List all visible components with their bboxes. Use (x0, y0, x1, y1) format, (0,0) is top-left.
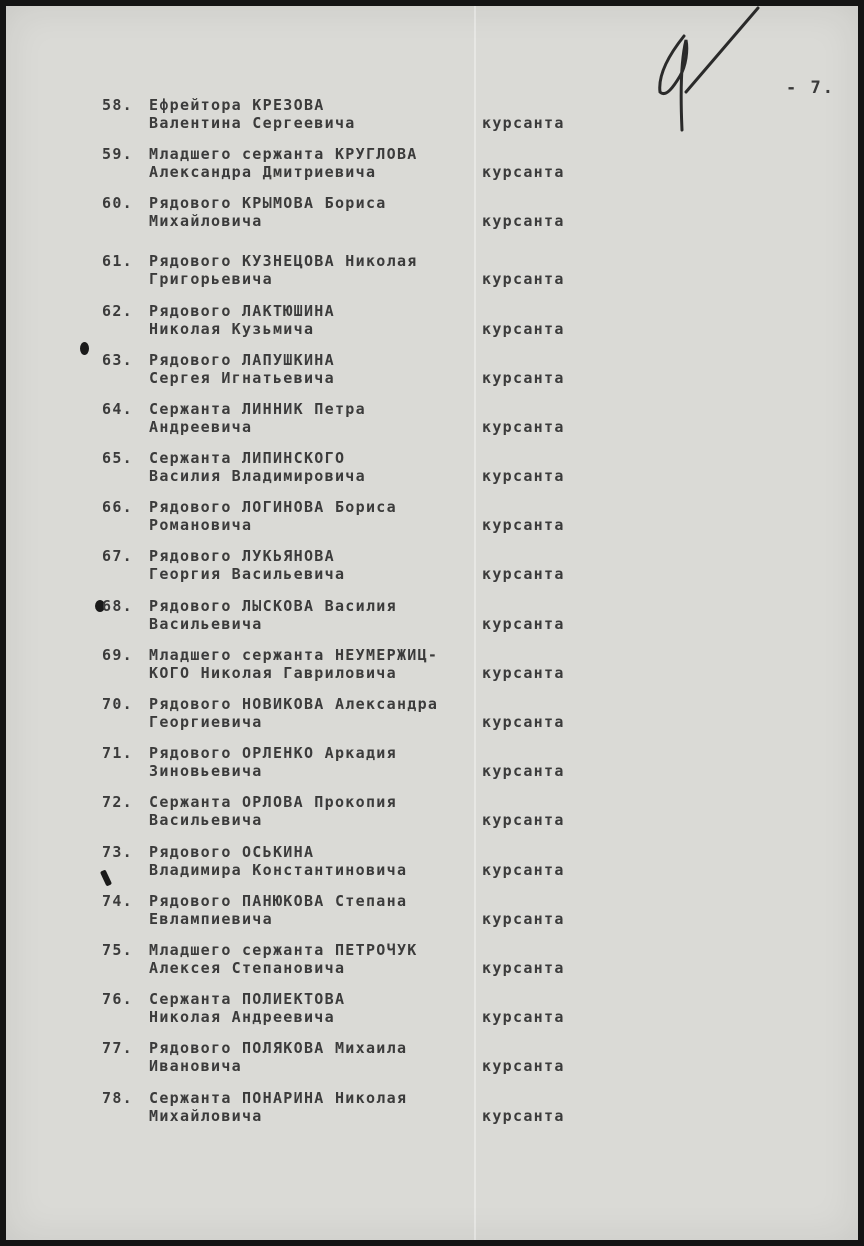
list-entry (6, 646, 858, 690)
entry-number: 73. (102, 843, 133, 861)
entry-rank-surname: Рядового ОРЛЕНКО Аркадия (149, 744, 397, 762)
entry-given-names: Валентина Сергеевича (149, 114, 356, 132)
entry-rank-surname: Рядового ЛАПУШКИНА (149, 351, 335, 369)
entry-role: курсанта (482, 467, 565, 485)
entry-number: 59. (102, 145, 133, 163)
document-page (6, 6, 858, 1240)
list-entry (6, 1039, 858, 1083)
entry-role: курсанта (482, 910, 565, 928)
entry-given-names: Васильевича (149, 811, 263, 829)
entry-rank-surname: Сержанта ОРЛОВА Прокопия (149, 793, 397, 811)
entry-number: 72. (102, 793, 133, 811)
list-entry (6, 449, 858, 493)
entry-given-names: Николая Андреевича (149, 1008, 335, 1026)
entry-given-names: КОГО Николая Гавриловича (149, 664, 397, 682)
entry-role: курсанта (482, 713, 565, 731)
list-entry (6, 351, 858, 395)
entry-given-names: Григорьевича (149, 270, 273, 288)
list-entry (6, 892, 858, 936)
entry-rank-surname: Рядового ЛАКТЮШИНА (149, 302, 335, 320)
entry-given-names: Романовича (149, 516, 253, 534)
entry-rank-surname: Рядового ЛУКЬЯНОВА (149, 547, 335, 565)
list-entry (6, 1089, 858, 1133)
entry-rank-surname: Рядового КУЗНЕЦОВА Николая (149, 252, 418, 270)
entry-number: 58. (102, 96, 133, 114)
entry-given-names: Евлампиевича (149, 910, 273, 928)
entry-role: курсанта (482, 212, 565, 230)
entry-role: курсанта (482, 959, 565, 977)
entry-rank-surname: Рядового ОСЬКИНА (149, 843, 315, 861)
entry-rank-surname: Сержанта ПОНАРИНА Николая (149, 1089, 408, 1107)
entry-role: курсанта (482, 811, 565, 829)
entry-role: курсанта (482, 114, 565, 132)
list-entry (6, 843, 858, 887)
entry-number: 75. (102, 941, 133, 959)
entry-rank-surname: Рядового НОВИКОВА Александра (149, 695, 439, 713)
entry-number: 76. (102, 990, 133, 1008)
entry-given-names: Ивановича (149, 1057, 242, 1075)
entry-number: 60. (102, 194, 133, 212)
entry-rank-surname: Рядового ПОЛЯКОВА Михаила (149, 1039, 408, 1057)
entry-role: курсанта (482, 418, 565, 436)
entry-rank-surname: Младшего сержанта ПЕТРОЧУК (149, 941, 418, 959)
entry-role: курсанта (482, 1008, 565, 1026)
entry-rank-surname: Младшего сержанта КРУГЛОВА (149, 145, 418, 163)
entry-given-names: Георгиевича (149, 713, 263, 731)
entry-rank-surname: Сержанта ЛИННИК Петра (149, 400, 366, 418)
entry-number: 74. (102, 892, 133, 910)
entry-rank-surname: Сержанта ПОЛИЕКТОВА (149, 990, 346, 1008)
list-entry (6, 941, 858, 985)
entry-number: 66. (102, 498, 133, 516)
entry-number: 69. (102, 646, 133, 664)
list-entry (6, 400, 858, 444)
entry-number: 77. (102, 1039, 133, 1057)
entry-given-names: Александра Дмитриевича (149, 163, 377, 181)
entry-number: 63. (102, 351, 133, 369)
entry-given-names: Васильевича (149, 615, 263, 633)
entry-rank-surname: Рядового ЛОГИНОВА Бориса (149, 498, 397, 516)
entry-given-names: Зиновьевича (149, 762, 263, 780)
entry-rank-surname: Младшего сержанта НЕУМЕРЖИЦ- (149, 646, 439, 664)
entry-role: курсанта (482, 320, 565, 338)
entry-number: 70. (102, 695, 133, 713)
entry-number: 62. (102, 302, 133, 320)
list-entry (6, 597, 858, 641)
entry-given-names: Михайловича (149, 1107, 263, 1125)
entry-given-names: Сергея Игнатьевича (149, 369, 335, 387)
entry-role: курсанта (482, 270, 565, 288)
entry-rank-surname: Рядового ПАНЮКОВА Степана (149, 892, 408, 910)
list-entry (6, 744, 858, 788)
list-entry (6, 793, 858, 837)
list-entry (6, 547, 858, 591)
entry-number: 67. (102, 547, 133, 565)
entry-rank-surname: Рядового ЛЫСКОВА Василия (149, 597, 397, 615)
entry-given-names: Андреевича (149, 418, 253, 436)
entry-given-names: Алексея Степановича (149, 959, 346, 977)
list-entry (6, 252, 858, 296)
list-entry (6, 96, 858, 140)
entry-rank-surname: Сержанта ЛИПИНСКОГО (149, 449, 346, 467)
entry-role: курсанта (482, 516, 565, 534)
entry-number: 61. (102, 252, 133, 270)
entry-number: 78. (102, 1089, 133, 1107)
entry-number: 71. (102, 744, 133, 762)
entry-given-names: Георгия Васильевича (149, 565, 346, 583)
list-entry (6, 145, 858, 189)
entry-rank-surname: Ефрейтора КРЕЗОВА (149, 96, 325, 114)
list-entry (6, 498, 858, 542)
entry-given-names: Михайловича (149, 212, 263, 230)
entry-role: курсанта (482, 861, 565, 879)
entry-role: курсанта (482, 1107, 565, 1125)
entry-role: курсанта (482, 163, 565, 181)
entry-given-names: Владимира Константиновича (149, 861, 408, 879)
page-number: - 7. (786, 78, 835, 98)
entry-number: 65. (102, 449, 133, 467)
list-entry (6, 302, 858, 346)
entry-role: курсанта (482, 762, 565, 780)
entry-number: 64. (102, 400, 133, 418)
list-entry (6, 194, 858, 238)
list-entry (6, 990, 858, 1034)
list-entry (6, 695, 858, 739)
entry-given-names: Николая Кузьмича (149, 320, 315, 338)
entry-role: курсанта (482, 615, 565, 633)
entry-role: курсанта (482, 1057, 565, 1075)
entry-role: курсанта (482, 565, 565, 583)
entry-number: 68. (102, 597, 133, 615)
entry-rank-surname: Рядового КРЫМОВА Бориса (149, 194, 387, 212)
entry-given-names: Василия Владимировича (149, 467, 366, 485)
entry-role: курсанта (482, 369, 565, 387)
entry-role: курсанта (482, 664, 565, 682)
